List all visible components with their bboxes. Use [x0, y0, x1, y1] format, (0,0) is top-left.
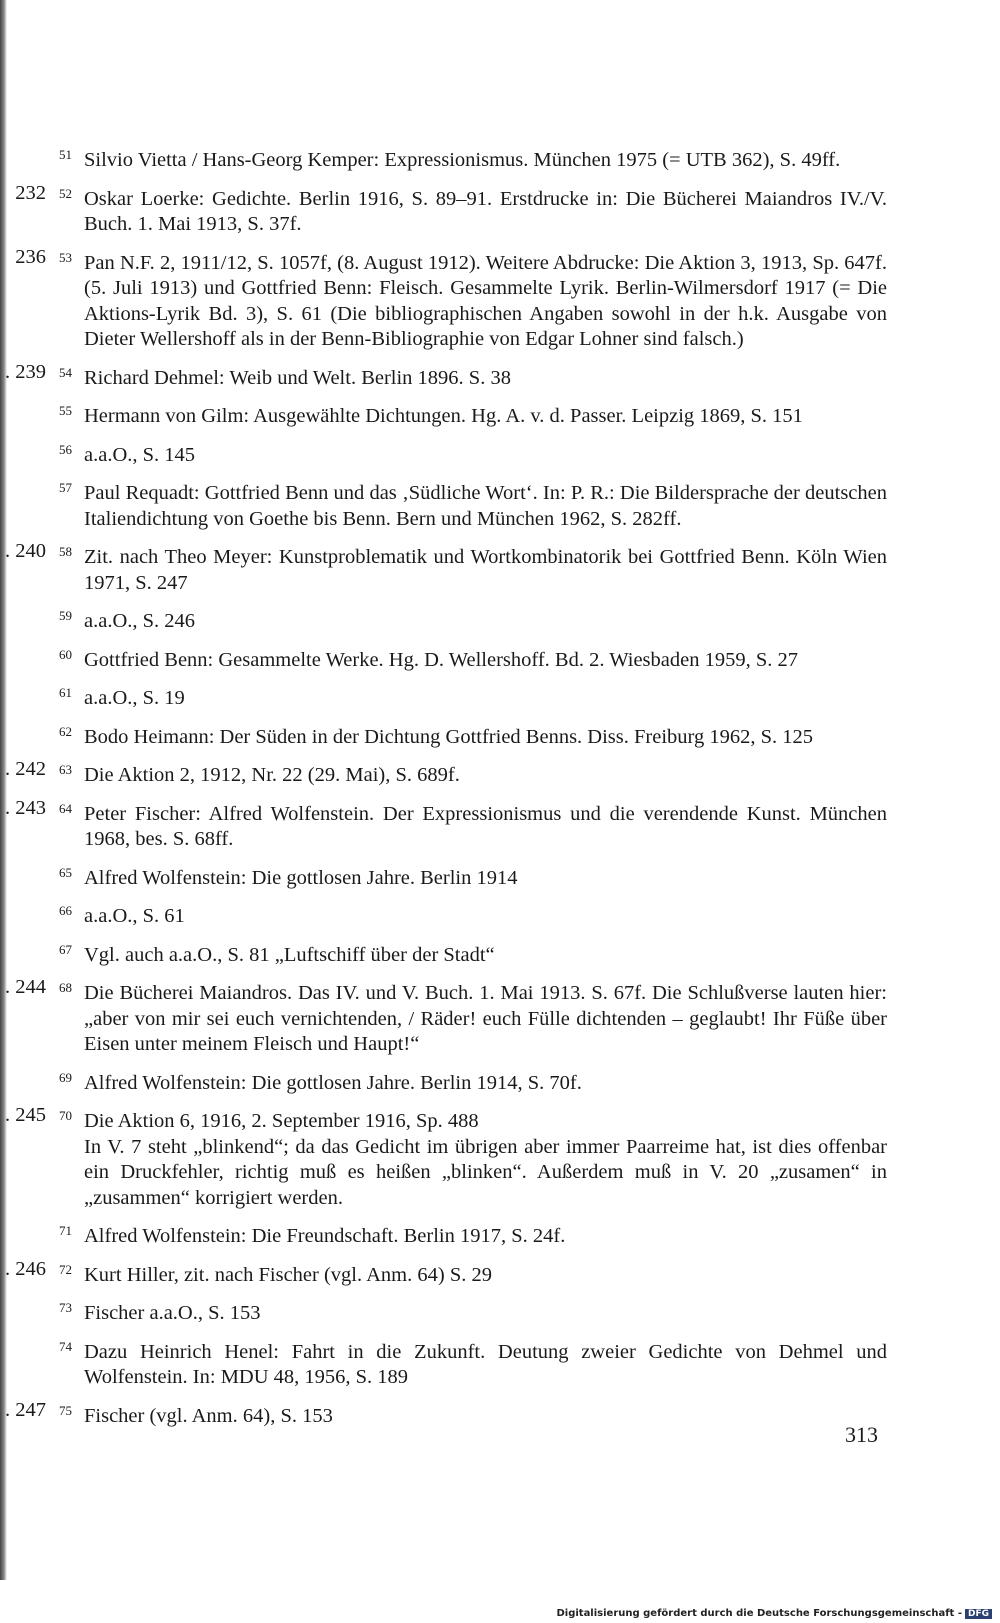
endnote [0, 680, 1000, 712]
endnote [0, 1295, 1000, 1327]
endnote-text: Gottfried Benn: Gesammelte Werke. Hg. D. Wellershoff. Bd. 2. Wiesbaden 1959, S. 27 [84, 648, 799, 671]
endnote-text: Oskar Loerke: Gedichte. Berlin 1916, S. 89–91. Erstdrucke in: Die Bücherei Maiandros IV./V. Buch. 1. Mai 1913, S. 37f. [84, 187, 887, 235]
endnote-text: a.a.O., S. 61 [84, 905, 185, 927]
endnote-number: 54 [59, 364, 72, 380]
endnote [0, 181, 1000, 238]
endnote-number: 68 [59, 980, 72, 995]
page-reference: . 242 [5, 758, 46, 780]
endnote-text: Paul Requadt: Gottfried Benn und das ‚Südliche Wort‘. In: P. R.: Die Bildersprache der deutschen Italiendichtung von Goethe bis Benn. Bern und München 1962, S. 282ff. [84, 482, 887, 530]
endnote [0, 142, 1000, 174]
funding-footer [556, 1608, 992, 1619]
endnote [0, 1334, 1000, 1391]
endnote [0, 642, 1000, 674]
endnote [0, 1103, 1000, 1135]
endnote-number: 53 [59, 249, 72, 265]
endnote-text: Alfred Wolfenstein: Die gottlosen Jahre. Berlin 1914, S. 70f. [84, 1071, 582, 1094]
page-reference: . 247 [5, 1398, 46, 1421]
endnote-number: 65 [59, 864, 72, 880]
endnote-text: Dazu Heinrich Henel: Fahrt in die Zukunft. Deutung zweier Gedichte von Dehmel und Wolfenstein. In: MDU 48, 1956, S. 189 [84, 1340, 887, 1388]
endnote-text: Richard Dehmel: Weib und Welt. Berlin 1896. S. 38 [84, 366, 511, 389]
endnote-text: Kurt Hiller, zit. nach Fischer (vgl. Anm. 64) S. 29 [84, 1263, 492, 1286]
endnote-text: Bodo Heimann: Der Süden in der Dichtung Gottfried Benns. Diss. Freiburg 1962, S. 125 [84, 725, 814, 748]
page-reference: . 240 [5, 540, 46, 562]
endnote-number: 66 [59, 903, 72, 918]
endnote [0, 539, 1000, 596]
endnote [0, 398, 1000, 430]
page-reference: 232 [15, 181, 46, 204]
endnote-number: 57 [59, 480, 72, 495]
endnote-number: 69 [59, 1069, 72, 1085]
endnote-number: 70 [59, 1108, 72, 1123]
endnote-number: 67 [59, 941, 72, 957]
endnote-number: 59 [59, 608, 72, 623]
endnote-text: a.a.O., S. 145 [84, 443, 196, 466]
endnote-text: a.a.O., S. 19 [84, 687, 185, 709]
endnote-text: a.a.O., S. 246 [84, 610, 196, 632]
endnote-text: Alfred Wolfenstein: Die gottlosen Jahre. Berlin 1914 [84, 866, 518, 889]
page-reference: . 239 [5, 360, 46, 383]
endnote-text: Zit. nach Theo Meyer: Kunstproblematik und Wortkombinatorik bei Gottfried Benn. Köln Wien 1971, S. 247 [84, 546, 887, 594]
endnote [0, 975, 1000, 1058]
endnote-number: 74 [59, 1338, 72, 1354]
endnote-text: Pan N.F. 2, 1911/12, S. 1057f, (8. August 1912). Weitere Abdrucke: Die Aktion 3, 1913, Sp. 647f. (5. Juli 1913) und Gottfried Benn: Fleisch. Gesammelte Lyrik. Berlin-Wilmersdorf 1917 (= Die Aktions-Lyrik Bd. 3), S. 61 (Die bibliographischen Angaben sowohl in der h.k. Ausgabe von Dieter Wellershoff als in der Benn-Bibliographie von Edgar Lohner sind falsch.) [84, 251, 887, 350]
page-number: 313 [845, 1422, 878, 1447]
dfg-logo: DFG [965, 1609, 992, 1619]
endnote-text: Fischer (vgl. Anm. 64), S. 153 [84, 1404, 333, 1427]
endnote [0, 1257, 1000, 1289]
page-reference: . 245 [5, 1104, 46, 1126]
page-reference: 236 [15, 245, 46, 268]
endnote-number: 71 [59, 1223, 72, 1238]
endnote [0, 937, 1000, 969]
page-reference: . 243 [5, 796, 46, 819]
endnote [0, 860, 1000, 892]
endnote [0, 437, 1000, 469]
endnote-number: 52 [59, 185, 72, 201]
endnote-number: 63 [59, 762, 72, 777]
page-reference: . 246 [5, 1257, 46, 1280]
endnote [0, 603, 1000, 635]
endnote-number: 62 [59, 723, 72, 739]
endnote-text: Silvio Vietta / Hans-Georg Kemper: Expressionismus. München 1975 (= UTB 362), S. 49ff. [84, 149, 841, 171]
endnote-text: Vgl. auch a.a.O., S. 81 „Luftschiff über der Stadt“ [84, 943, 495, 966]
endnote [0, 796, 1000, 853]
endnote-text: Die Aktion 2, 1912, Nr. 22 (29. Mai), S. 689f. [84, 764, 460, 786]
endnote-number: 51 [59, 147, 72, 162]
endnote-text: Fischer a.a.O., S. 153 [84, 1302, 261, 1324]
endnote-text: In V. 7 steht „blinkend“; da das Gedicht im übrigen aber immer Paarreime hat, ist dies offenbar ein Druckfehler, richtig muß es heißen „blinken“. Außerdem muß in V. 20 „zusamen“ in „zusammen“ korrigiert werden. [84, 1135, 887, 1209]
endnote-text: Hermann von Gilm: Ausgewählte Dichtungen. Hg. A. v. d. Passer. Leipzig 1869, S. 151 [84, 405, 803, 427]
endnote-number: 60 [59, 646, 72, 662]
endnote-number: 75 [59, 1402, 72, 1418]
funding-text: Digitalisierung gefördert durch die Deutsche Forschungsgemeinschaft - [556, 1608, 962, 1619]
endnote [0, 360, 1000, 392]
endnote-number: 58 [59, 544, 72, 559]
endnote-number: 72 [59, 1261, 72, 1277]
endnote [0, 1135, 1000, 1212]
endnote-text: Die Bücherei Maiandros. Das IV. und V. Buch. 1. Mai 1913. S. 67f. Die Schlußverse lauten hier: „aber von mir sei euch vernichtenden, / Räder! euch Fülle dichtenden – geglaubt! Ihr Füße über Eisen unter meinem Fleisch und Haupt!“ [84, 982, 887, 1055]
endnote-text: Die Aktion 6, 1916, 2. September 1916, Sp. 488 [84, 1110, 479, 1132]
endnotes-list [0, 142, 1000, 1436]
endnote [0, 1218, 1000, 1250]
endnote [0, 719, 1000, 751]
endnote [0, 475, 1000, 532]
endnote-text: Alfred Wolfenstein: Die Freundschaft. Berlin 1917, S. 24f. [84, 1225, 566, 1247]
endnote [0, 757, 1000, 789]
endnote [0, 1065, 1000, 1097]
page-reference: . 244 [5, 976, 46, 998]
endnote-number: 56 [59, 441, 72, 457]
endnote-text: Peter Fischer: Alfred Wolfenstein. Der Expressionismus und die verendende Kunst. München 1968, bes. S. 68ff. [84, 802, 887, 850]
endnote [0, 245, 1000, 353]
endnote [0, 898, 1000, 930]
endnote-number: 73 [59, 1300, 72, 1315]
endnote-number: 55 [59, 403, 72, 418]
endnote-number: 61 [59, 685, 72, 700]
endnote-number: 64 [59, 800, 72, 816]
